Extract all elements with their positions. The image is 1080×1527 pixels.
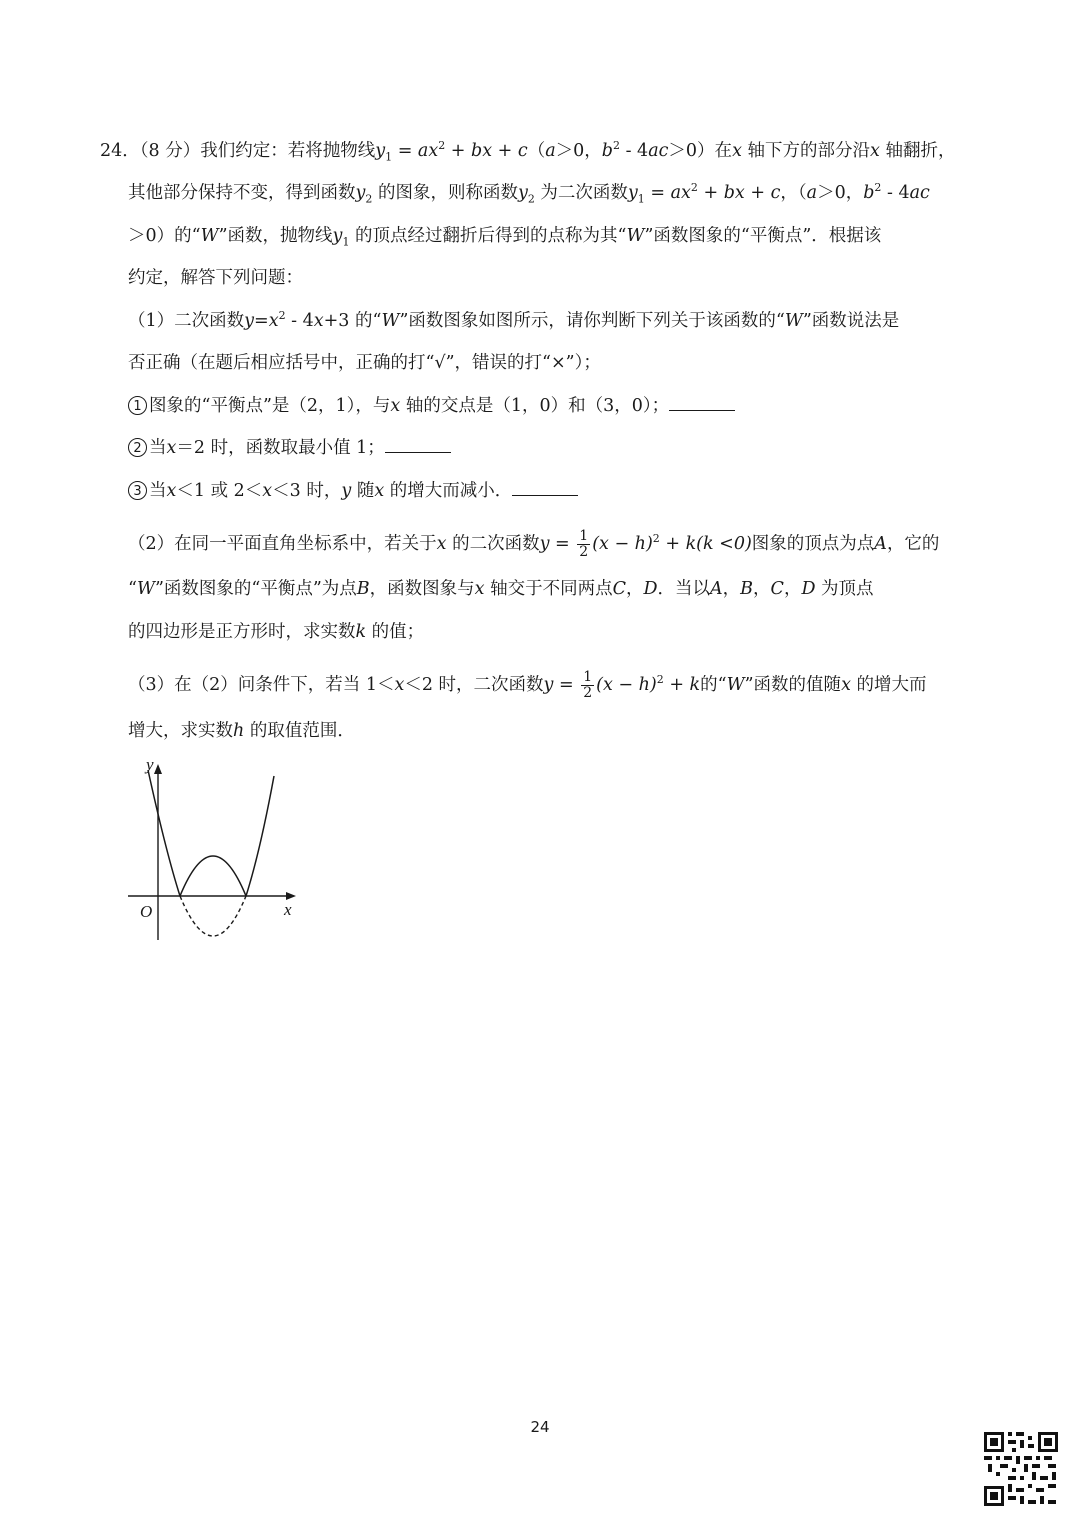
math: ac [909, 183, 930, 203]
text: 的“ [700, 675, 727, 695]
curve-dashed-original [180, 896, 246, 936]
text: 随 [351, 481, 375, 501]
curve-flipped-hump [180, 856, 246, 896]
math: A [874, 534, 887, 554]
problem-intro-line-4 [128, 266, 303, 290]
math: + [697, 183, 724, 203]
text: ”函数的值随 [744, 675, 842, 695]
text: （3）在（2）问条件下，若当 1＜ [128, 675, 395, 695]
text: 轴翻折， [879, 141, 956, 161]
text: 当 [149, 481, 167, 501]
text: ＝2 时，函数取最小值 1； [176, 438, 385, 458]
math: (x − h) [596, 675, 657, 695]
math: x [474, 579, 485, 599]
text: ，（ [780, 183, 807, 203]
problem-intro-line-1 [100, 139, 955, 163]
part1-item-1 [128, 394, 735, 418]
math: A [710, 579, 723, 599]
math: bx [723, 183, 745, 203]
x-axis-arrow-icon [286, 892, 296, 900]
fraction-numerator: 1 [579, 528, 589, 544]
text: +3 的“ [323, 311, 382, 331]
math-sub: 1 [637, 192, 645, 206]
text: ”函数图象的“平衡点”为点 [154, 579, 357, 599]
math: y [341, 481, 352, 501]
part3-line-1 [128, 670, 927, 701]
math: W [626, 226, 645, 246]
math-sub: 2 [365, 192, 373, 206]
text: 的增大而 [850, 675, 927, 695]
fraction-one-half [577, 529, 590, 560]
text: “ [128, 579, 137, 599]
math: x [394, 675, 405, 695]
fraction-one-half [581, 670, 594, 701]
text: 的增大而减小． [384, 481, 513, 501]
math-sup: 2 [438, 139, 446, 153]
math: y [332, 226, 343, 246]
text: 约定，解答下列问题： [128, 268, 303, 288]
math: B [740, 579, 754, 599]
part2-line-2 [128, 577, 874, 601]
text: ， [722, 579, 741, 599]
math: y [517, 183, 528, 203]
text: ”函数说法是 [802, 311, 900, 331]
math: x [166, 438, 177, 458]
problem-number: 24． [100, 141, 140, 161]
math-sup: 2 [874, 181, 882, 195]
origin-label: O [140, 902, 153, 921]
text: ”函数，抛物线 [218, 226, 333, 246]
text: 为顶点 [815, 579, 874, 599]
text: （ [527, 141, 546, 161]
math-sup: 2 [656, 673, 664, 687]
text: 其他部分保持不变，得到函数 [128, 183, 356, 203]
math: = [549, 534, 576, 554]
part2-line-1 [128, 529, 939, 560]
math: c [770, 183, 781, 203]
problem-intro-line-2 [128, 181, 930, 205]
math: + k [663, 675, 701, 695]
text: 的图象，则称函数 [372, 183, 518, 203]
math: x [732, 141, 742, 161]
part2-line-3 [128, 620, 424, 644]
text: 增大，求实数 [128, 721, 233, 741]
math: x [841, 675, 851, 695]
circled-number-1: 1 [128, 396, 147, 415]
text: ＜3 时， [272, 481, 342, 501]
text: ＞0， [817, 183, 864, 203]
math: ax [417, 141, 439, 161]
answer-blank-3[interactable] [512, 479, 578, 496]
text: ＞0）在 [668, 141, 733, 161]
math: k [355, 622, 367, 642]
math: y [375, 141, 386, 161]
text: ＞0）的“ [128, 226, 201, 246]
part1-line-2 [128, 351, 601, 375]
math: W [381, 311, 400, 331]
math: C [612, 579, 626, 599]
math: y [244, 311, 255, 331]
math: W [784, 311, 803, 331]
text: （2）在同一平面直角坐标系中，若关于 [128, 534, 437, 554]
math: bx [471, 141, 493, 161]
math: W [200, 226, 219, 246]
math: x [436, 534, 447, 554]
text: 的顶点经过翻折后得到的点称为其“ [349, 226, 627, 246]
circled-number-2: 2 [128, 438, 147, 457]
math: + [744, 183, 771, 203]
text: - 4 [620, 141, 649, 161]
fraction-denominator: 2 [583, 685, 593, 701]
math-sup: 2 [652, 532, 660, 546]
w-function-graph [120, 752, 310, 947]
math: = [644, 183, 671, 203]
math: ax [670, 183, 691, 203]
math-sup: 2 [690, 181, 698, 195]
math: D [801, 579, 816, 599]
part1-line-1 [128, 309, 899, 333]
text: ， [626, 579, 644, 599]
text: 我们约定：若将抛物线 [200, 141, 376, 161]
math: b [863, 183, 875, 203]
text: 轴的交点是（1，0）和（3，0）； [400, 396, 670, 416]
curve-left-branch [148, 770, 180, 896]
text: ＜2 时，二次函数 [404, 675, 544, 695]
text: 的二次函数 [446, 534, 540, 554]
math: x [262, 481, 273, 501]
fraction-denominator: 2 [579, 544, 589, 560]
text: 轴下方的部分沿 [741, 141, 870, 161]
math: x [870, 141, 880, 161]
math: B [356, 579, 370, 599]
y-axis-arrow-icon [154, 764, 162, 774]
text: ”函数图象的“平衡点”．根据该 [644, 226, 882, 246]
math: x [166, 481, 177, 501]
math: = [553, 675, 580, 695]
math-sub: 1 [385, 150, 393, 164]
answer-blank-2[interactable] [385, 436, 451, 453]
math: + [492, 141, 518, 161]
math: + k(k <0) [659, 534, 752, 554]
text: 图象的顶点为点 [751, 534, 875, 554]
text: 的取值范围． [244, 721, 355, 741]
math: y [539, 534, 550, 554]
text: ”函数图象如图所示，请你判断下列关于该函数的“ [399, 311, 785, 331]
math: W [726, 675, 745, 695]
math-sup: 2 [613, 139, 620, 153]
x-axis-label: x [284, 900, 292, 919]
math: y [627, 183, 638, 203]
circled-number-3: 3 [128, 481, 147, 500]
math-sub: 1 [342, 235, 350, 249]
math: W [136, 579, 155, 599]
math: a [545, 141, 556, 161]
y-axis-label: y [146, 755, 154, 774]
text: - 4 [881, 183, 910, 203]
math: h [233, 721, 245, 741]
text: 当 [149, 438, 167, 458]
math: = [254, 311, 269, 331]
math: b [601, 141, 613, 161]
text: ＞0， [555, 141, 602, 161]
math: + [445, 141, 472, 161]
text: ， [783, 579, 802, 599]
text: ，函数图象与 [369, 579, 475, 599]
math: y [355, 183, 366, 203]
math: = [392, 141, 418, 161]
page-number: 24 [530, 1418, 550, 1436]
math: c [517, 141, 528, 161]
math: x [268, 311, 279, 331]
text: 的值； [366, 622, 425, 642]
math: x [390, 396, 401, 416]
text: 轴交于不同两点 [484, 579, 613, 599]
math: C [770, 579, 784, 599]
text: ．当以 [657, 579, 711, 599]
text: 的四边形是正方形时，求实数 [128, 622, 356, 642]
math-sup: 2 [278, 309, 286, 323]
part3-line-2 [128, 719, 355, 743]
text: 否正确（在题后相应括号中，正确的打“√”，错误的打“×”）； [128, 353, 601, 373]
math: (x − h) [592, 534, 653, 554]
part1-item-2 [128, 436, 451, 460]
text: 为二次函数 [534, 183, 628, 203]
math: D [643, 579, 658, 599]
math: a [806, 183, 818, 203]
curve-right-branch [246, 776, 274, 896]
text: ，它的 [886, 534, 940, 554]
text: ＜1 或 2＜ [176, 481, 263, 501]
text: （1）二次函数 [128, 311, 245, 331]
math-sub: 2 [527, 192, 535, 206]
math: x [374, 481, 385, 501]
problem-points: （8 分） [139, 141, 201, 161]
qr-code-icon [982, 1430, 1060, 1508]
text: ， [753, 579, 771, 599]
math: y [543, 675, 554, 695]
math: ac [648, 141, 669, 161]
part1-item-3 [128, 479, 578, 503]
math: - 4 [285, 311, 314, 331]
problem-intro-line-3 [128, 224, 881, 248]
answer-blank-1[interactable] [669, 394, 735, 411]
fraction-numerator: 1 [583, 669, 593, 685]
text: 图象的“平衡点”是（2，1），与 [149, 396, 391, 416]
math: x [313, 311, 324, 331]
